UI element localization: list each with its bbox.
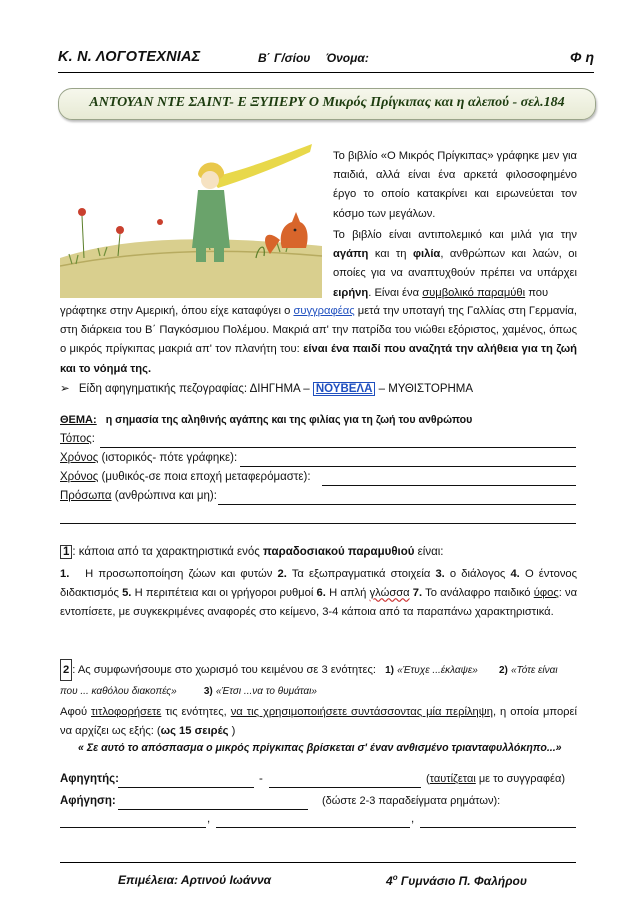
trait-6-num: 6. xyxy=(316,587,326,600)
theme-label: ΘΕΜΑ: xyxy=(60,414,97,426)
theme-text: η σημασία της αληθινής αγάπης και της φιλίας για τη ζωή του ανθρώπου xyxy=(105,414,473,426)
section-2: «Τότε είναι που ... καθόλου διακοπές» xyxy=(60,665,558,697)
question-1-end: είναι: xyxy=(417,546,444,558)
historical-time-field xyxy=(60,452,576,470)
narrator-identified: ταυτίζεται xyxy=(429,773,476,785)
selected-genre-novella: ΝΟΥΒΕΛΑ xyxy=(313,382,376,396)
narrator-field xyxy=(60,773,576,791)
intro-text-2a: Το βιβλίο είναι αντιπολεμικό και μιλά για την xyxy=(333,229,577,241)
mythic-time-note: (μυθικός-σε ποια εποχή μεταφερόμαστε): xyxy=(101,471,311,483)
narration-answer-line[interactable] xyxy=(118,809,308,810)
extra-answer-field xyxy=(60,509,576,527)
verb-comma-2: , xyxy=(411,813,415,825)
intro-peace: ειρήνη xyxy=(333,286,369,299)
intro-text-3a: γράφτηκε στην Αμερική, όπου είχε καταφύγει ο xyxy=(60,305,291,317)
narrator-label: Αφηγητής: xyxy=(60,773,119,785)
author-link[interactable]: συγγραφέας xyxy=(293,305,355,317)
trait-7-num: 7. xyxy=(412,587,423,600)
section-3-num: 3) xyxy=(203,686,213,697)
trait-2: Τα εξωπραγματικά στοιχεία xyxy=(291,568,431,580)
intro-text-3b: μετά την υποταγή της Γαλλίας στη Γερμανία, στη διάρκεια του Β΄ Παγκόσμιου Πολέμου. Μακριά απ' την πατρίδα του νιώθει εξόριστος, χαμένος, όπως ο μικρός πρίγκιπας μακριά απ' τον πλανήτη του: xyxy=(60,305,578,356)
section-2-num: 2) xyxy=(498,665,508,676)
persons-answer-line[interactable] xyxy=(218,504,576,505)
course-title: Κ. Ν. ΛΟΓΟΤΕΧΝΙΑΣ xyxy=(58,49,201,65)
instr-write-summary: να τις χρησιμοποιήσετε συντάσσοντας μία περίληψη xyxy=(230,706,493,718)
genres-rest: – ΜΥΘΙΣΤΟΡΗΜΑ xyxy=(378,383,474,395)
footer-school-number: 4 xyxy=(386,874,393,888)
banner-title: ΑΝΤΟΥΑΝ ΝΤΕ ΣΑΙΝΤ- Ε ΞΥΠΕΡΥ Ο Μικρός Πρίγκιπας και η αλεπού - σελ.184 xyxy=(89,95,565,110)
question-2-number: 2 xyxy=(60,659,72,681)
trait-3: ο διάλογος xyxy=(449,568,506,580)
verb-answer-line-3[interactable] xyxy=(420,827,576,828)
footer-school-sup: ο xyxy=(392,873,398,882)
trait-2-num: 2. xyxy=(277,568,287,580)
traits-list-number: 1. xyxy=(60,568,70,580)
intro-love: αγάπη xyxy=(333,248,369,261)
question-2 xyxy=(60,659,577,702)
narrator-answer-line-1[interactable] xyxy=(118,787,254,788)
footer-editor: Επιμέλεια: Αρτινού Ιωάννα xyxy=(118,873,272,887)
genres-label: Είδη αφηγηματικής πεζογραφίας: ΔΙΗΓΗΜΑ – xyxy=(78,383,310,395)
section-3: «Έτσι ...να το θυμάται» xyxy=(215,686,317,697)
narrator-dash: - xyxy=(259,773,263,785)
historical-time-answer-line[interactable] xyxy=(240,466,576,467)
trait-3-num: 3. xyxy=(435,568,445,580)
trait-4-num: 4. xyxy=(510,568,520,580)
genres-line xyxy=(60,381,473,395)
question-2-text: : Ας συμφωνήσουμε στο χωρισμό του κειμένου σε 3 ενότητες: xyxy=(72,664,376,676)
place-label: Τόπος xyxy=(60,433,92,445)
narration-note: (δώστε 2-3 παραδείγματα ρημάτων): xyxy=(322,795,501,807)
grade-label: Β΄ Γ/σίου xyxy=(258,51,311,65)
instr-title-sections: τιτλοφορήσετε xyxy=(91,706,162,718)
historical-time-note: (ιστορικός- πότε γράφηκε): xyxy=(101,452,238,464)
bullet-arrow-icon: ➢ xyxy=(60,383,70,395)
mythic-time-answer-line[interactable] xyxy=(322,485,576,486)
mythic-time-field xyxy=(60,471,576,489)
question-1-number: 1 xyxy=(60,545,72,559)
header-mark: Φ η xyxy=(570,49,594,65)
footer-school: Γυμνάσιο Π. Φαλήρου xyxy=(400,874,527,888)
trait-6-language: γλώσσα xyxy=(369,587,410,600)
summary-instructions xyxy=(60,703,577,741)
narrator-answer-line-2[interactable] xyxy=(269,787,421,788)
trait-5-num: 5. xyxy=(122,587,132,600)
trait-6-a: Η απλή xyxy=(329,587,367,600)
title-banner xyxy=(58,88,596,120)
traits-list xyxy=(60,565,577,623)
persons-field xyxy=(60,490,576,508)
section-1: «Έτυχε ...έκλαψε» xyxy=(397,665,478,676)
instr-b: τις ενότητες, xyxy=(165,706,227,718)
intro-paragraph-2 xyxy=(333,226,577,303)
narration-field xyxy=(60,795,576,813)
place-answer-line[interactable] xyxy=(100,447,576,448)
persons-label: Πρόσωπα xyxy=(60,490,112,502)
historical-time-label: Χρόνος xyxy=(60,452,99,464)
intro-text-2c: . Είναι ένα xyxy=(368,286,420,299)
instr-c-end: ) xyxy=(231,725,236,738)
name-label: Όνομα: xyxy=(326,51,369,65)
intro-paragraph-1 xyxy=(333,147,577,224)
worksheet-header xyxy=(58,46,594,73)
intro-symbolic-tale: συμβολικό παραμύθι xyxy=(422,286,526,299)
trait-1: Η προσωποποίηση ζώων και φυτών xyxy=(85,568,273,580)
instr-c: , η οποία μπορεί να αρχίζει ως εξής: ( xyxy=(60,706,578,738)
little-prince-and-fox-illustration xyxy=(60,138,322,298)
place-field: Τόπος: xyxy=(60,433,576,451)
footer-divider xyxy=(60,862,576,863)
trait-7-a: Το ανάλαφρο παιδικό xyxy=(425,587,531,600)
mythic-time-label: Χρόνος xyxy=(60,471,99,483)
trait-4: Ο έντονος διδακτισμός xyxy=(60,568,578,600)
instr-a: Αφού xyxy=(60,706,88,718)
narration-label: Αφήγηση: xyxy=(60,795,116,807)
intro-text-2b: , ανθρώπων και λαών, οι οποίες για να αναπτυχθούν πρέπει να υπάρχει xyxy=(333,248,578,280)
question-1-intro xyxy=(60,545,444,559)
summary-quote: « Σε αυτό το απόσπασμα ο μικρός πρίγκιπας βρίσκεται σ' έναν ανθισμένο τριανταφυλλόκηπο...» xyxy=(78,742,562,754)
section-1-num: 1) xyxy=(385,665,394,676)
trait-5: Η περιπέτεια και οι γρήγοροι ρυθμοί xyxy=(134,587,314,600)
intro-paragraph-3 xyxy=(60,302,577,379)
narrator-note: με το συγγραφέα) xyxy=(478,773,565,785)
question-1-text: : κάποια από τα χαρακτηριστικά ενός xyxy=(72,546,260,558)
trait-7-style: ύφος xyxy=(533,587,559,600)
question-1-bold: παραδοσιακού παραμυθιού xyxy=(263,546,415,558)
verb-answer-line-2[interactable] xyxy=(216,827,410,828)
verbs-field xyxy=(60,813,576,831)
persons-note: (ανθρώπινα και μη): xyxy=(114,490,217,502)
intro-and: και τη xyxy=(374,248,407,261)
intro-text-1: Το βιβλίο «Ο Μικρός Πρίγκιπας» γράφηκε μεν για παιδιά, αλλά είναι ένα αρκετά φιλοσοφημένο έργο το οποίο κατακρίνει και ειρωνεύεται τον κόσμο των μεγάλων. xyxy=(333,150,577,220)
verb-comma-1: , xyxy=(207,813,211,825)
intro-text-2d: που xyxy=(528,286,549,299)
intro-text-3-bold: είναι ένα παιδί που αναζητά την αλήθεια για τη ζωή και το νόημά της. xyxy=(60,343,578,375)
theme-line xyxy=(60,414,472,426)
trait-7-b: : να εντοπίσετε, με συγκεκριμένες αναφορές στο κείμενο, 3-4 κάποια από τα παραπάνω χαρακτηριστικά. xyxy=(60,587,578,619)
intro-friendship: φιλία xyxy=(412,248,441,261)
narrator-paren: ( xyxy=(426,773,430,785)
extra-answer-line[interactable] xyxy=(60,523,576,524)
instr-lines: ως 15 σειρές xyxy=(160,725,229,738)
verb-answer-line-1[interactable] xyxy=(60,827,206,828)
